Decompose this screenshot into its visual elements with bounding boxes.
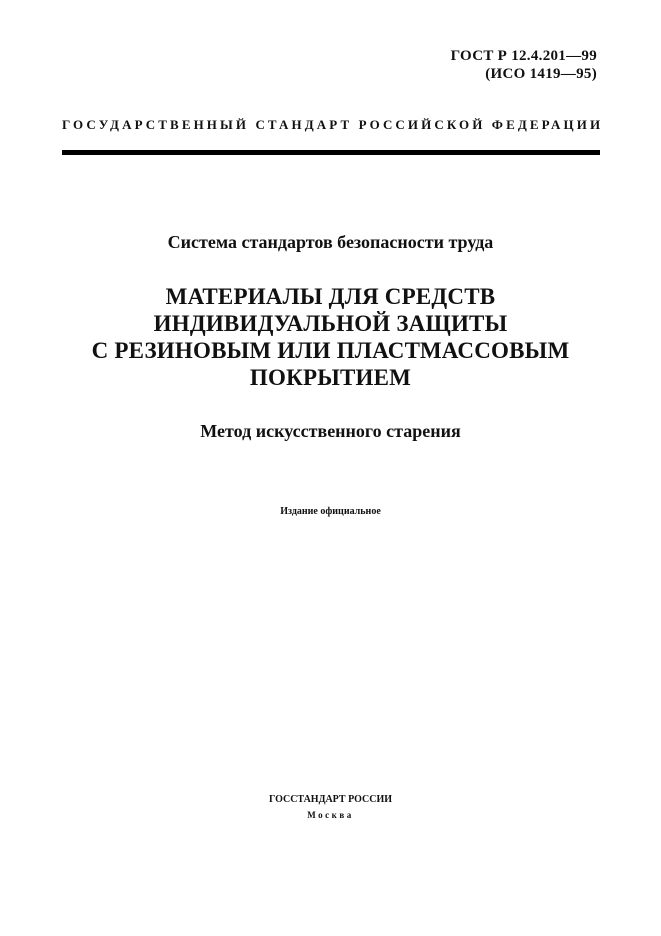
- title-line: ИНДИВИДУАЛЬНОЙ ЗАЩИТЫ: [153, 311, 508, 336]
- series-title: Система стандартов безопасности труда: [167, 232, 494, 252]
- document-title: [0, 283, 661, 391]
- iso-code: (ИСО 1419—95): [485, 66, 597, 82]
- standard-number-block: [451, 47, 597, 83]
- header-divider: [62, 150, 600, 155]
- standard-code: ГОСТ Р 12.4.201—99: [450, 48, 597, 64]
- document-subtitle: Метод искусственного старения: [200, 421, 461, 441]
- title-line: ПОКРЫТИЕМ: [249, 365, 412, 390]
- edition-note: Издание официальное: [280, 506, 381, 517]
- publisher-name: ГОССТАНДАРТ РОССИИ: [268, 794, 393, 805]
- title-line: МАТЕРИАЛЫ ДЛЯ СРЕДСТВ: [165, 284, 496, 309]
- title-line: С РЕЗИНОВЫМ ИЛИ ПЛАСТМАССОВЫМ: [91, 338, 570, 363]
- state-standard-label: ГОСУДАРСТВЕННЫЙ СТАНДАРТ РОССИЙСКОЙ ФЕДЕРАЦИИ: [62, 117, 604, 132]
- publication-city: Москва: [307, 810, 354, 820]
